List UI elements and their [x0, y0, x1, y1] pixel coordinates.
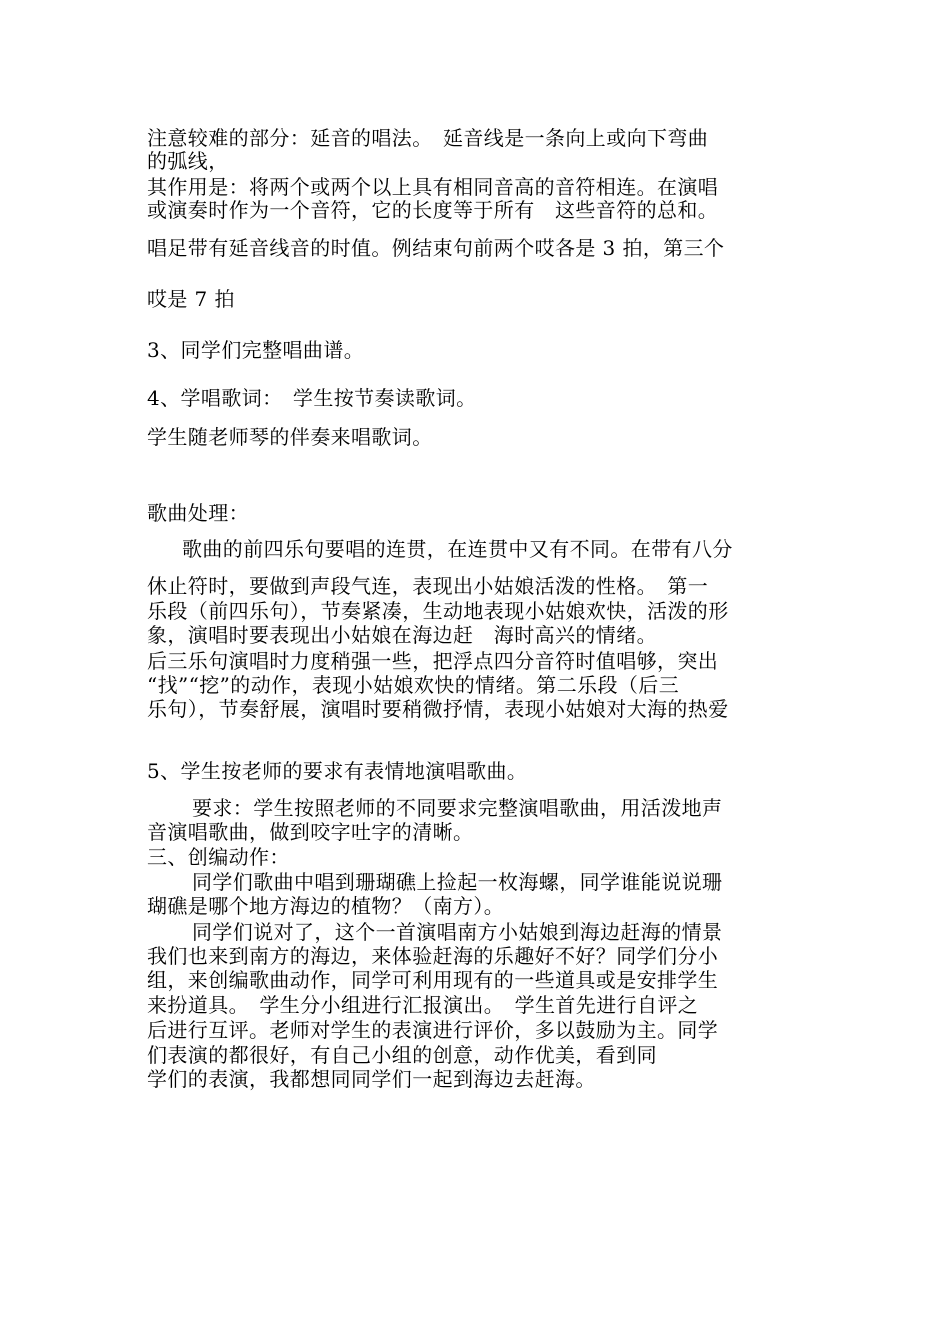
text-line: 乐段（前四乐句），节奏紧凑，生动地表现小姑娘欢快，活泼的形: [147, 599, 729, 623]
text-line: 歌曲的前四乐句要唱的连贯，在连贯中又有不同。在带有八分: [182, 537, 733, 561]
text-line: 5、学生按老师的要求有表情地演唱歌曲。: [147, 759, 528, 783]
text-line: 哎是 7 拍: [147, 287, 235, 311]
text-line: 我们也来到南方的海边，来体验赶海的乐趣好不好？同学们分小: [147, 944, 719, 968]
text-line: 3、同学们完整唱曲谱。: [147, 338, 365, 362]
text-line: 们表演的都很好，有自己小组的创意，动作优美，看到同: [147, 1043, 657, 1067]
text-line: 休止符时，要做到声段气连，表现出小姑娘活泼的性格。 第一: [147, 574, 709, 598]
text-line: 4、学唱歌词： 学生按节奏读歌词。: [147, 386, 477, 410]
text-line: 的弧线，: [147, 149, 229, 173]
section-heading: 歌曲处理：: [147, 501, 249, 525]
text-line: 后三乐句演唱时力度稍强一些，把浮点四分音符时值唱够，突出: [147, 649, 719, 673]
text-line: 来扮道具。 学生分小组进行汇报演出。 学生首先进行自评之: [147, 993, 699, 1017]
text-line: 象，演唱时要表现出小姑娘在海边赶 海时高兴的情绪。: [147, 623, 657, 647]
text-line: 乐句），节奏舒展，演唱时要稍微抒情，表现小姑娘对大海的热爱: [147, 697, 729, 721]
text-line: 后进行互评。老师对学生的表演进行评价，多以鼓励为主。同学: [147, 1018, 719, 1042]
text-line: 或演奏时作为一个音符，它的长度等于所有 这些音符的总和。: [147, 198, 719, 222]
text-line: 音演唱歌曲，做到咬字吐字的清晰。: [147, 820, 474, 844]
text-line: 要求：学生按照老师的不同要求完整演唱歌曲，用活泼地声: [192, 796, 723, 820]
text-line: “找”“挖”的动作，表现小姑娘欢快的情绪。第二乐段（后三: [147, 673, 680, 697]
text-line: 其作用是：将两个或两个以上具有相同音高的音符相连。在演唱: [147, 175, 719, 199]
text-line: 组，来创编歌曲动作，同学可利用现有的一些道具或是安排学生: [147, 968, 719, 992]
text-line: 唱足带有延音线音的时值。例结束句前两个哎各是 3 拍，第三个: [147, 236, 725, 260]
text-line: 同学们说对了，这个一首演唱南方小姑娘到海边赶海的情景: [192, 920, 723, 944]
text-line: 同学们歌曲中唱到珊瑚礁上捡起一枚海螺，同学谁能说说珊: [192, 870, 723, 894]
text-line: 注意较难的部分：延音的唱法。 延音线是一条向上或向下弯曲: [147, 126, 709, 150]
text-line: 学生随老师琴的伴奏来唱歌词。: [147, 425, 433, 449]
section-heading: 三、创编动作：: [147, 845, 290, 869]
text-line: 瑚礁是哪个地方海边的植物？（南方）。: [147, 894, 505, 918]
text-line: 学们的表演，我都想同同学们一起到海边去赶海。: [147, 1067, 596, 1091]
